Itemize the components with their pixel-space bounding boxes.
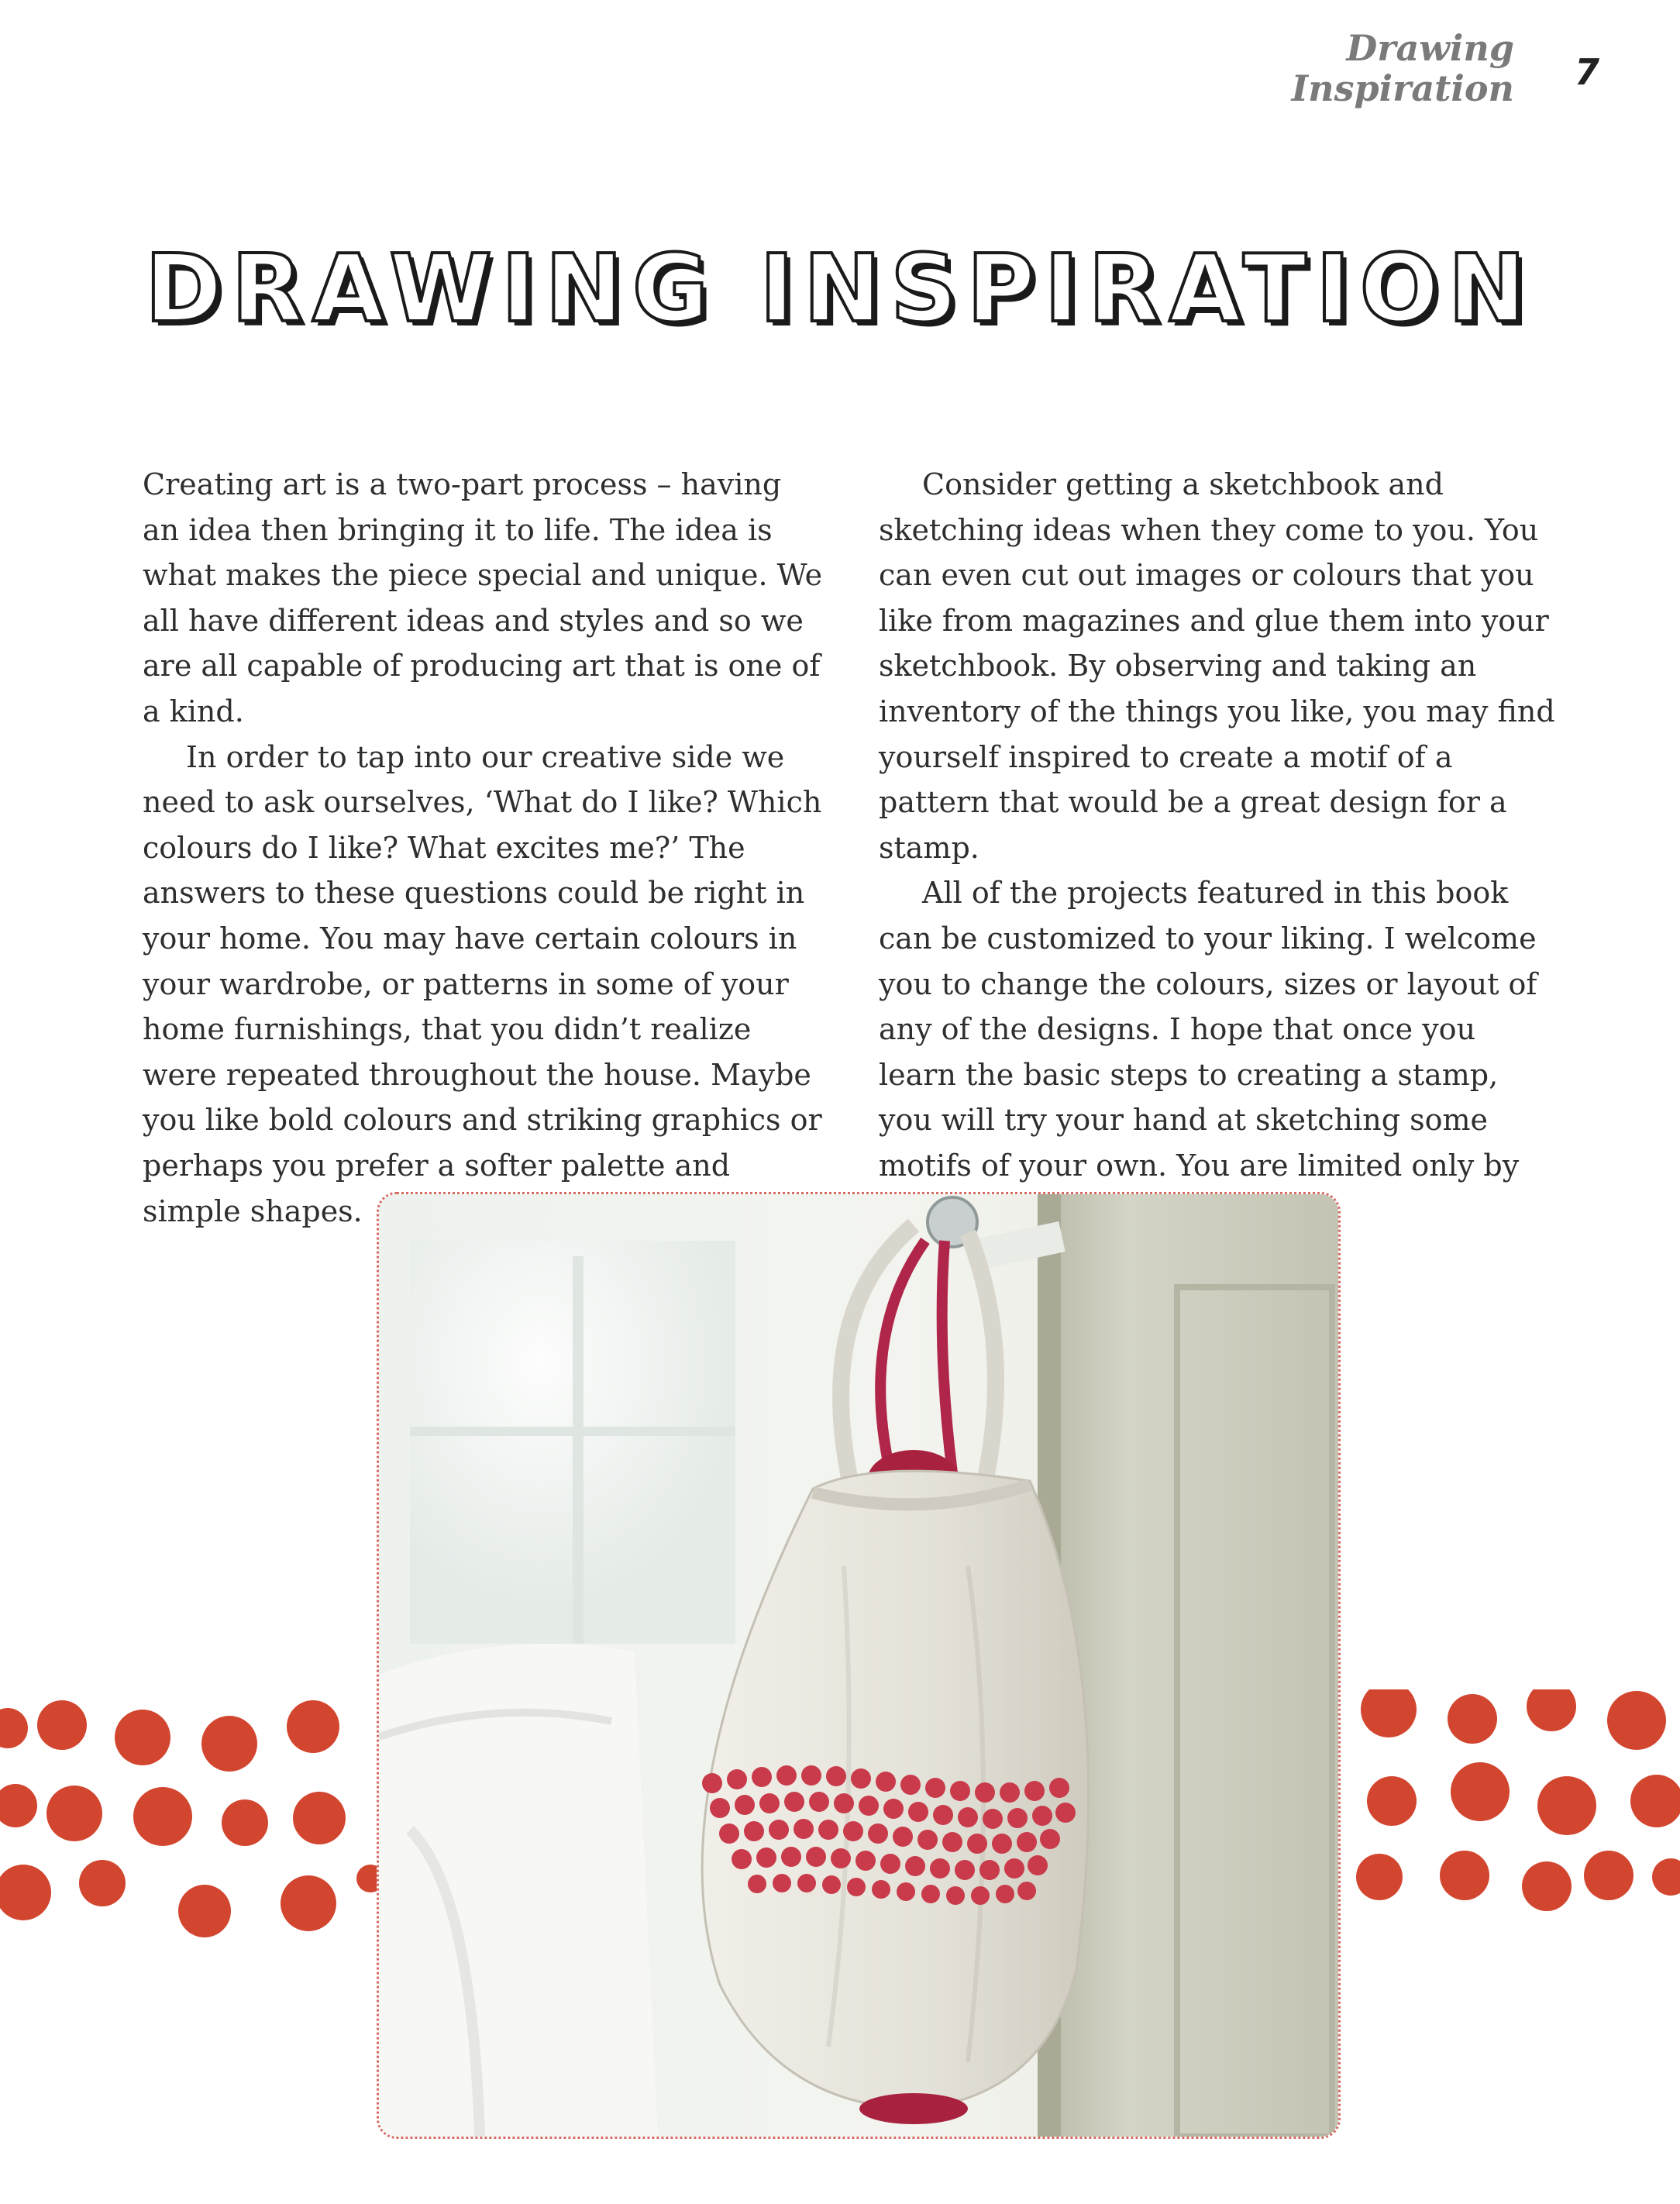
stamped-dots-left	[0, 1689, 377, 1945]
page-number: 7	[1575, 51, 1600, 93]
left-column	[143, 462, 825, 1234]
photo-frame	[377, 1192, 1341, 2139]
right-column	[879, 462, 1561, 1234]
photo-hanging-bag	[379, 1194, 1338, 2137]
running-head-line2: Inspiration	[1291, 67, 1514, 109]
running-head-line1: Drawing	[1346, 27, 1514, 69]
running-head	[1292, 28, 1514, 108]
left-paragraph-2: In order to tap into our creative side we need to ask ourselves, ‘What do I like? Which colours do I like? What excites me?’ The answers to these questions could be right in your home. You may have certain colours in your wardrobe, or patterns in some of your home furnishings, that you didn’t realize were repeated throughout the house. Maybe you like bold colours and striking graphics or perhaps you prefer a softer palette and simple shapes.	[143, 739, 822, 1228]
left-paragraph-1: Creating art is a two-part process – having an idea then bringing it to life. The idea is what makes the piece special and unique. We all have different ideas and styles and so we are all capable of producing art that is one of a kind.	[143, 467, 823, 728]
stamped-dots-right	[1348, 1689, 1680, 1945]
page-title: DRAWING INSPIRATION	[144, 236, 1536, 343]
right-paragraph-2: All of the projects featured in this book can be customized to your liking. I welcome you to change the colours, sizes or layout of any of the designs. I hope that once you learn the basic steps to creating a stamp, you will try your hand at sketching some motifs of your own. You are limited only by	[879, 876, 1537, 1183]
right-paragraph-1: Consider getting a sketchbook and sketching ideas when they come to you. You can even cut out images or colours that you like from magazines and glue them into your sketchbook. By observing and taking an inventory of the things you like, you may find yourself inspired to create a motif of a pattern that would be a great design for a stamp.	[879, 467, 1555, 865]
